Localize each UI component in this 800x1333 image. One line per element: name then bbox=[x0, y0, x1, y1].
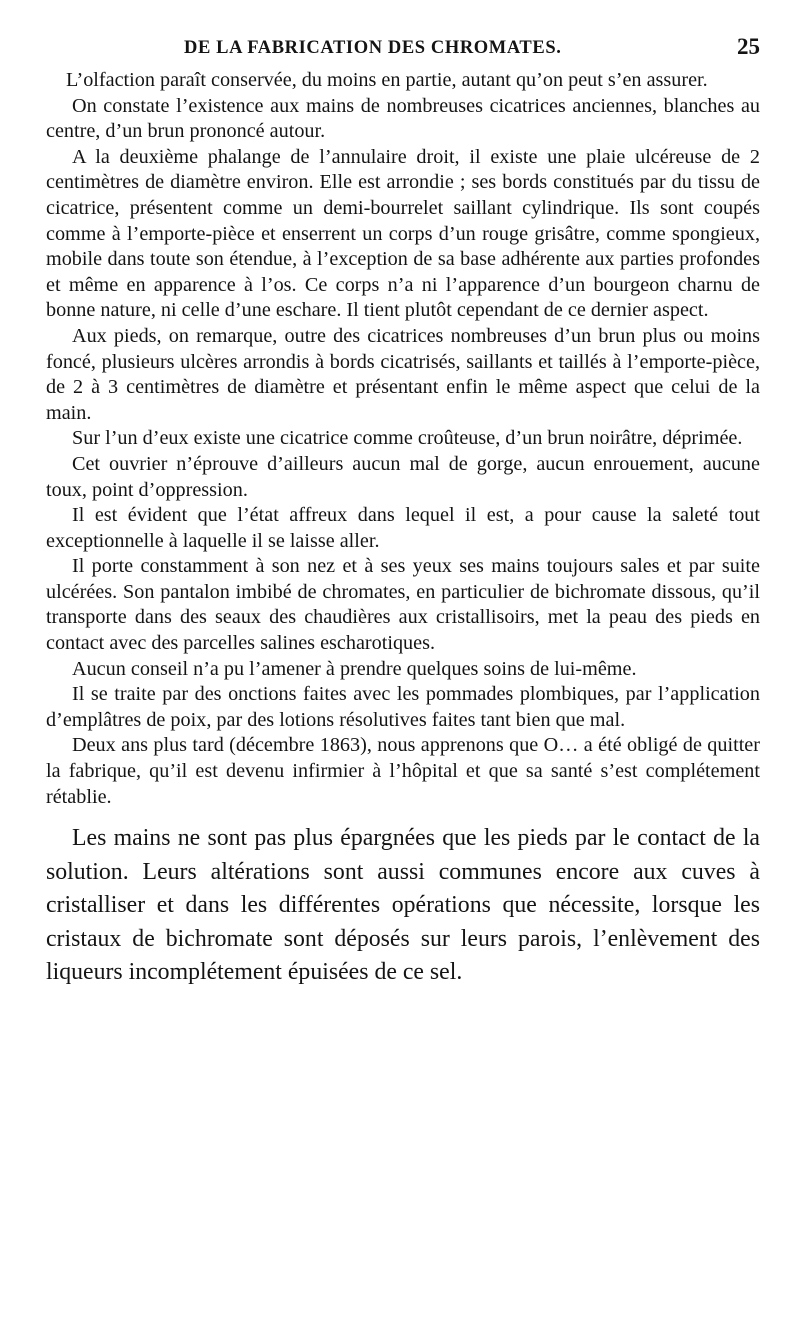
running-title: DE LA FABRICATION DES CHROMATES. bbox=[184, 38, 562, 58]
paragraph: Aux pieds, on remarque, outre des cicatrices nombreuses d’un brun plus ou moins foncé, plusieurs ulcères arrondis à bords cicatrisés, saillants et taillés à l’emporte-pièce, de 2 à 3 centimètres de diamètre et présentant enfin le même aspect que celui de la main. bbox=[46, 324, 760, 424]
paragraph: L’olfaction paraît conservée, du moins en partie, autant qu’on peut s’en assurer. bbox=[66, 69, 708, 91]
paragraph: Sur l’un d’eux existe une cicatrice comme croûteuse, d’un brun noirâtre, déprimée. bbox=[72, 427, 743, 450]
paragraph: Aucun conseil n’a pu l’amener à prendre quelques soins de lui-même. bbox=[72, 657, 637, 680]
paragraph: Il se traite par des onctions faites avec les pommades plombiques, par l’application d’emplâtres de poix, par des lotions résolutives faites tant bien que mal. bbox=[46, 683, 760, 731]
paragraph: Deux ans plus tard (décembre 1863), nous apprenons que O… a été obligé de quitter la fabrique, qu’il est devenu infirmier à l’hôpital et que sa santé s’est complétement rétablie. bbox=[46, 734, 760, 808]
book-page bbox=[46, 32, 760, 990]
small-print-section bbox=[46, 68, 760, 810]
paragraph: A la deuxième phalange de l’annulaire droit, il existe une plaie ulcéreuse de 2 centimètres de diamètre environ. Elle est arrondie ; ses bords constitués par du tissu de cicatrice, présentent comme un demi-bourrelet saillant cylindrique. Ils sont coupés comme à l’emporte-pièce et enserrent un corps d’un rouge grisâtre, comme spongieux, mobile dans toute son étendue, à l’exception de sa base adhérente aux parties profondes et même en apparence à l’os. Ce corps n’a ni l’apparence d’un bourgeon charnu de bonne nature, ni celle d’une eschare. Il tient plutôt cependant de ce dernier aspect. bbox=[46, 145, 760, 322]
paragraph: Il porte constamment à son nez et à ses yeux ses mains toujours sales et par suite ulcérées. Son pantalon imbibé de chromates, en particulier de bichromate dissous, qu’il transporte dans des seaux des chaudières aux cristallisoirs, met la peau des pieds en contact avec des parcelles salines escharotiques. bbox=[46, 555, 760, 655]
paragraph: Les mains ne sont pas plus épargnées que les pieds par le contact de la solution. Leurs altérations sont aussi communes encore aux cuves à cristalliser et dans les différentes opérations que nécessite, lorsque les cristaux de bichromate sont déposés sur leurs parois, l’enlèvement des liqueurs incomplétement épuisées de ce sel. bbox=[46, 825, 760, 986]
paragraph: Il est évident que l’état affreux dans lequel il est, a pour cause la saleté tout exceptionnelle à laquelle il se laisse aller. bbox=[46, 504, 760, 552]
paragraph: On constate l’existence aux mains de nombreuses cicatrices anciennes, blanches au centre, d’un brun prononcé autour. bbox=[46, 94, 760, 143]
page-number: 25 bbox=[737, 34, 760, 59]
paragraph: Cet ouvrier n’éprouve d’ailleurs aucun mal de gorge, aucun enrouement, aucune toux, point d’oppression. bbox=[46, 452, 760, 501]
main-text-section bbox=[46, 822, 760, 990]
page-header bbox=[46, 32, 760, 68]
